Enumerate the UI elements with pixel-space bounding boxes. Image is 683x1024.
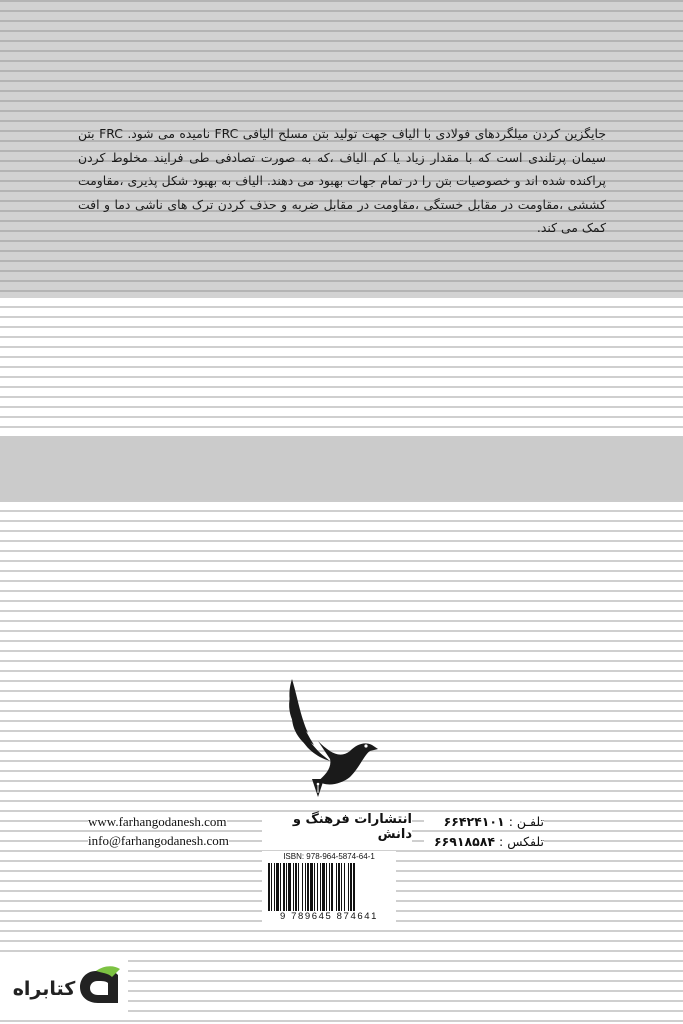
barcode-bar [276, 863, 279, 911]
barcode-bar [314, 863, 315, 911]
isbn-text: ISBN: 978-964-5874-64-1 [283, 852, 375, 861]
barcode-bar [341, 863, 342, 911]
barcode-bar [286, 863, 287, 911]
publisher-website[interactable]: www.farhangodanesh.com [88, 814, 227, 829]
white-striped-band-upper [0, 298, 683, 436]
isbn-digits: 9 789645 874641 [280, 911, 378, 922]
barcode-bar [317, 863, 318, 911]
grey-band [0, 436, 683, 502]
ketabrah-logo-icon [0, 955, 128, 1017]
fax-number: ۶۶۹۱۸۵۸۴ [434, 834, 496, 849]
barcode-bar [310, 863, 313, 911]
phone-label: تلفـن : [508, 814, 544, 829]
barcode-bar [295, 863, 297, 911]
barcode-bar [320, 863, 321, 911]
barcode-bar [305, 863, 306, 911]
barcode-bars [268, 863, 390, 911]
barcode-bar [331, 863, 333, 911]
barcode-bar [322, 863, 325, 911]
barcode-bar [336, 863, 337, 911]
barcode-bar [326, 863, 327, 911]
barcode-bar [271, 863, 272, 911]
barcode-bar [274, 863, 275, 911]
barcode-bar [298, 863, 299, 911]
publisher-name: انتشارات فرهنگ و دانش [262, 812, 412, 842]
barcode-bar [344, 863, 345, 911]
fax-line [424, 834, 544, 849]
barcode-bar [348, 863, 349, 911]
isbn-barcode [262, 851, 396, 925]
barcode-bar [338, 863, 340, 911]
publisher-email[interactable]: info@farhangodanesh.com [88, 833, 229, 848]
back-cover-blurb: جایگزین کردن میلگردهای فولادی با الیاف جهت تولید بتن مسلح الیافی FRC نامیده می شود. FRC بتن سیمان پرتلندی است که با مقدار زیاد یا کم الیاف ،که به صورت تصادفی طی فرایند مخلوط کردن پراکنده شده اند و خصوصیات بتن را در تمام جهات بهبود می دهند. الیاف به بهبود شکل پذیری ،مقاومت کششی ،مقاومت در مقابل خستگی ،مقاومت در مقابل ضربه و حذف کردن ترک های ناشی دما و افت کمک می کند. [78, 126, 606, 235]
barcode-bar [283, 863, 285, 911]
barcode-bar [329, 863, 330, 911]
barcode-bar [307, 863, 309, 911]
barcode-bar [302, 863, 303, 911]
barcode-bar [288, 863, 291, 911]
barcode-bar [268, 863, 270, 911]
barcode-bar [350, 863, 352, 911]
barcode-bar [353, 863, 355, 911]
phone-line [424, 814, 544, 829]
svg-text:کتابراه: کتابراه [12, 978, 76, 1000]
barcode-bar [293, 863, 294, 911]
fax-label: تلفکس : [499, 834, 544, 849]
phone-number: ۶۶۴۲۴۱۰۱ [443, 814, 505, 829]
bird-pen-nib-logo-icon [278, 675, 383, 800]
barcode-bar [280, 863, 281, 911]
